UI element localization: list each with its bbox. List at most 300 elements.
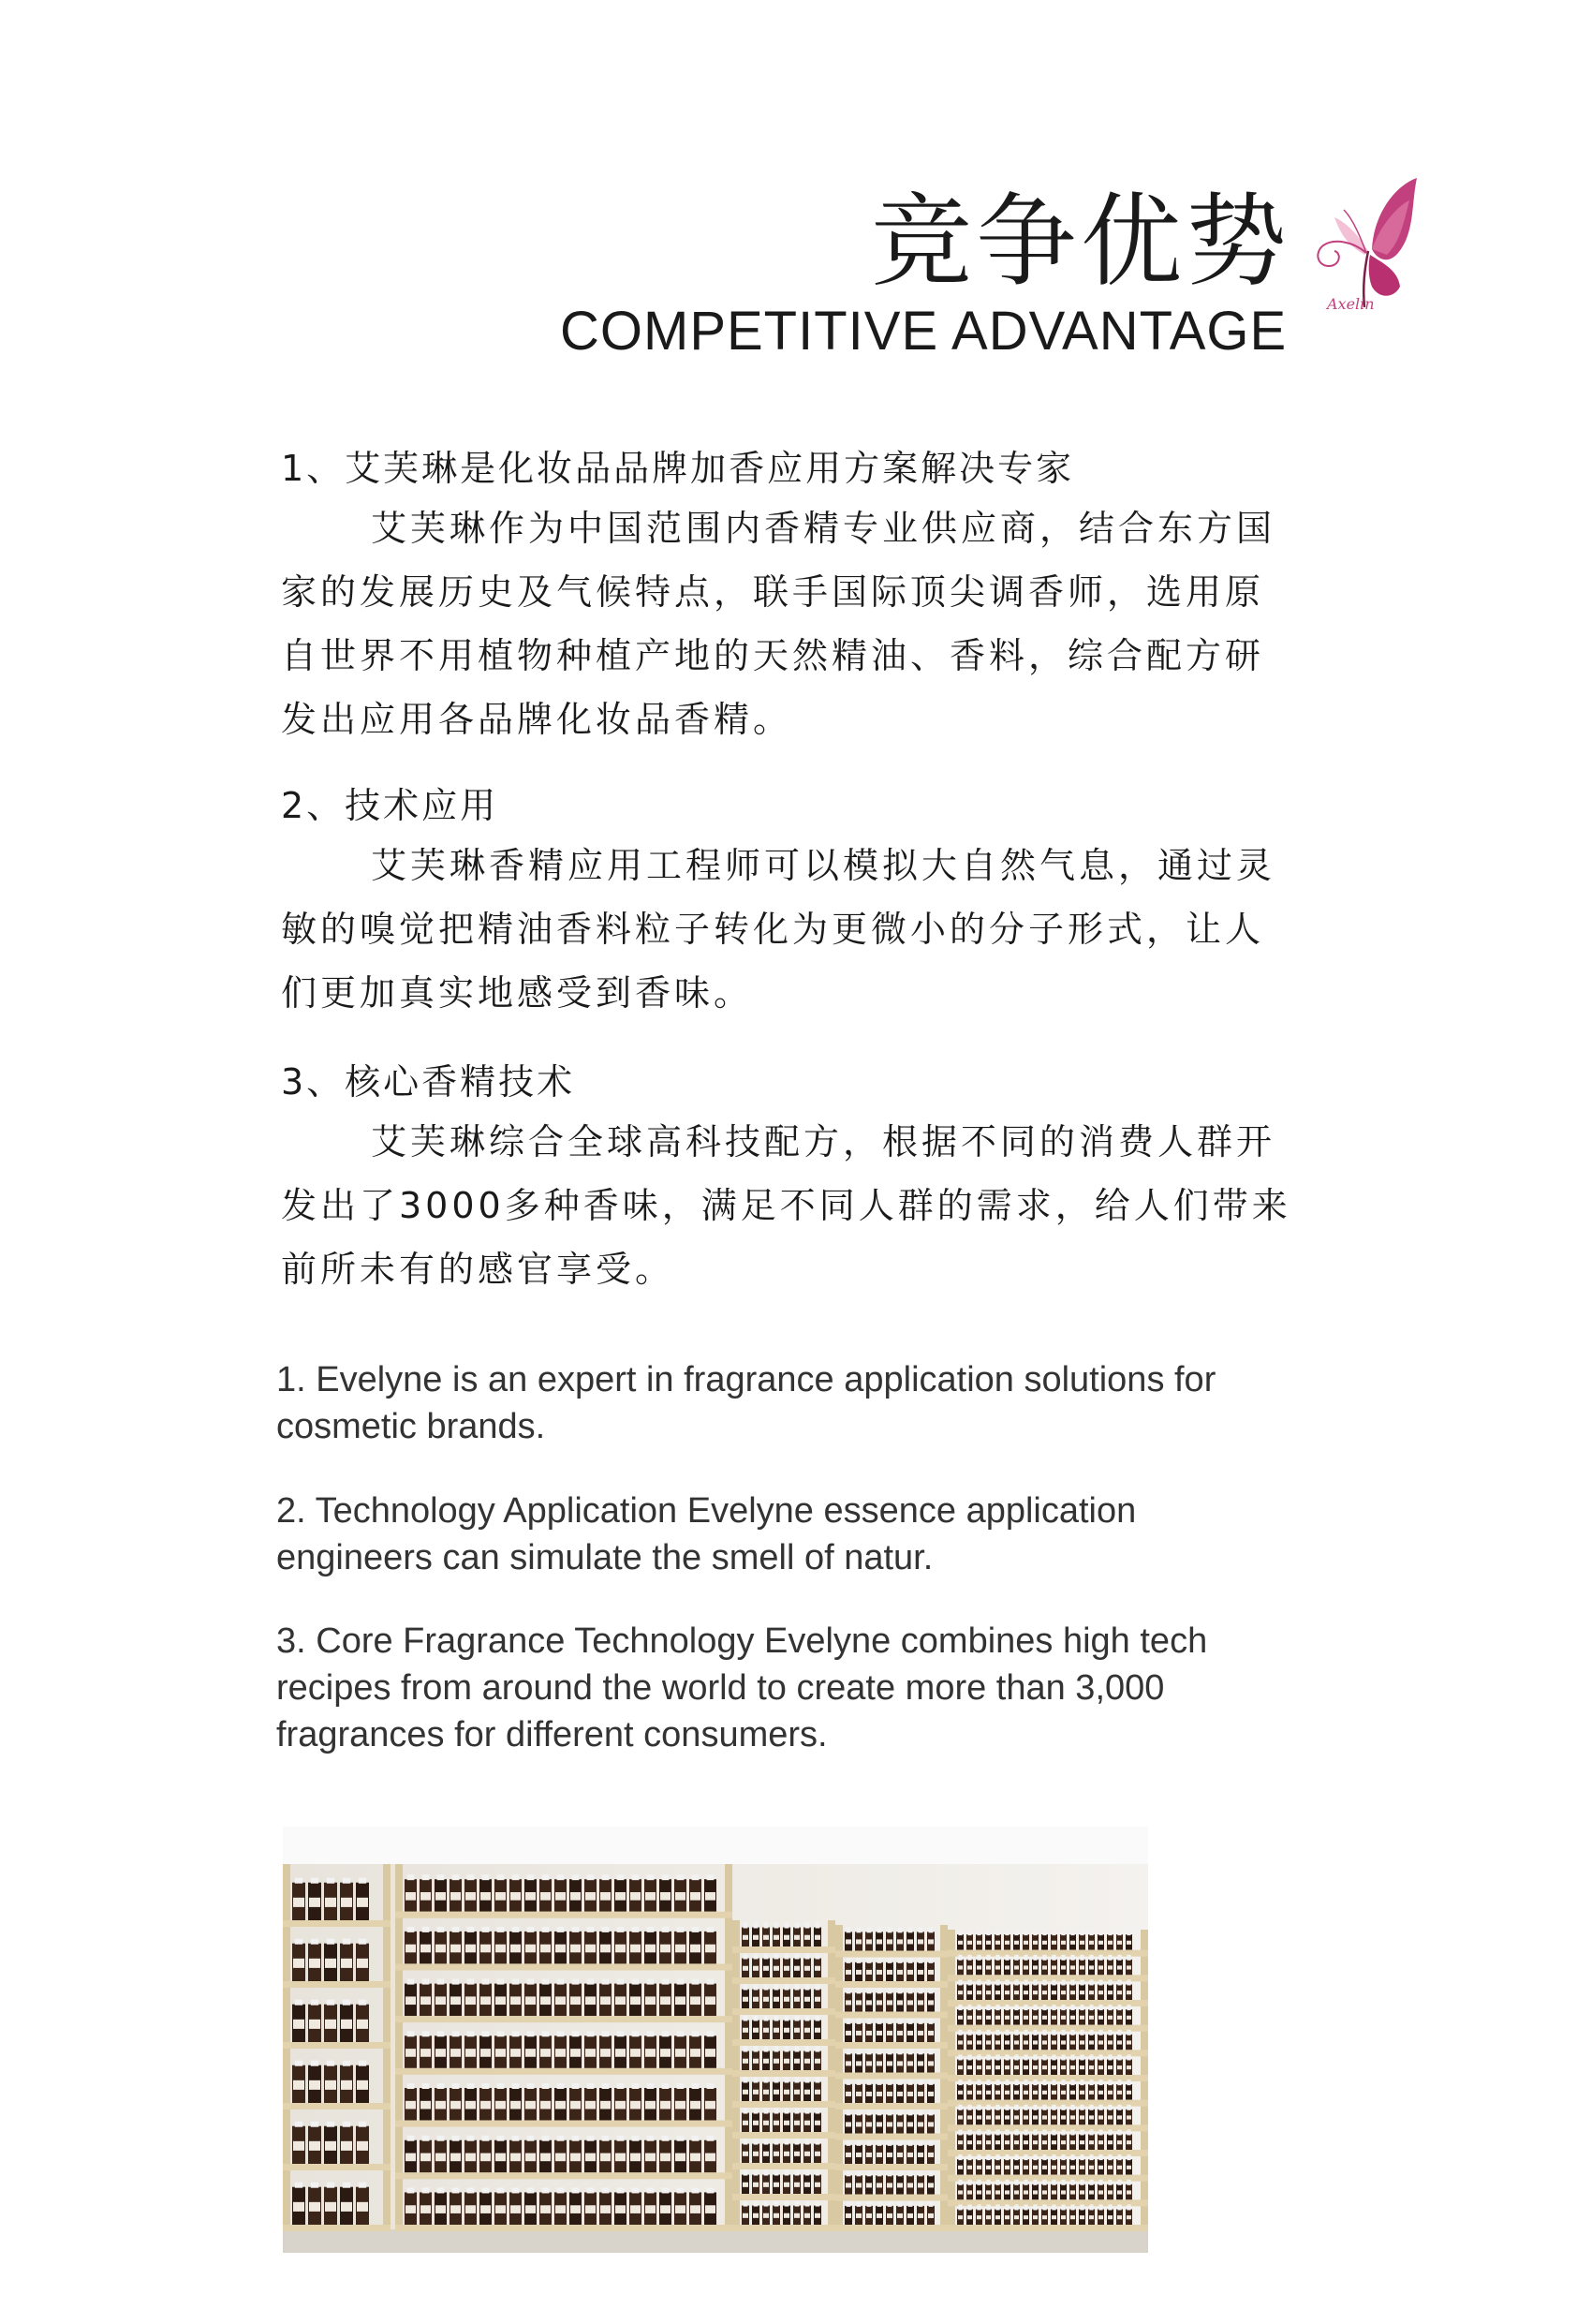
bottle-cap [958,1979,962,1985]
bottle-label [645,2049,656,2057]
bottle-cap [1080,2030,1083,2035]
bottle-label [958,2190,963,2194]
bottle-label [1108,1965,1113,1969]
bottle-label [877,2153,882,2157]
bottle-cap [677,2187,685,2193]
bottle-label [753,2121,759,2125]
bottle-cap [1014,2180,1018,2185]
bottle-label [743,2213,748,2218]
bottle-cap [1080,2129,1083,2135]
bottle-label [1014,1941,1019,1945]
bottle-label [1089,2091,1094,2095]
bottle-cap [1089,2180,1093,2185]
bottle-cap [1024,1979,1027,1985]
bottle-label [1024,1941,1028,1945]
bottle-label [480,2049,491,2057]
bottle-cap [1052,1955,1055,1961]
bottle-cap [795,2139,800,2145]
bottle-cap [898,2109,903,2115]
bottle-label [1070,2115,1075,2119]
bottle-label [784,2152,789,2156]
bottle-label [405,2049,416,2057]
bottle-cap [602,2187,610,2193]
bottle-label [907,2122,913,2126]
bottle-label [794,2213,800,2218]
bottle-cap [898,1958,903,1963]
bottle-label [887,1970,892,1975]
shelf-board [283,2042,391,2049]
bottle-label [794,2152,800,2156]
bottle-cap [867,2170,872,2176]
bottle-label [435,1996,446,2005]
bottle-cap [512,2031,520,2036]
bottle-cap [795,2201,800,2207]
bottle-cap [877,2080,882,2085]
bottle-label [977,2040,981,2044]
bottle-cap [816,2078,820,2083]
bottle-label [1127,1991,1131,1994]
bottle-cap [1117,2105,1121,2110]
bottle-label [585,1996,596,2005]
bottle-cap [647,1979,655,1985]
bottle-label [958,2215,963,2219]
bottle-cap [867,1927,872,1932]
bottle-label [510,2154,521,2162]
bottle-label [570,1945,581,1953]
bottle-label [585,2101,596,2109]
bottle-cap [482,1979,490,1985]
bottle-cap [707,2136,715,2141]
bottle-label [690,2154,700,2162]
bottle-cap [888,2049,892,2054]
bottle-cap [908,2140,913,2146]
bottle-cap [1042,1955,1046,1961]
bottle-label [1080,2166,1084,2169]
bottle-cap [1061,2080,1065,2085]
bottle-label [600,1996,611,2005]
bottle-label [615,1892,626,1901]
shelf-board [283,1920,391,1927]
bottle-cap [1005,1979,1009,1985]
bottle-cap [647,2083,655,2089]
bottle-label [1117,2190,1122,2194]
bottle-cap [557,2136,565,2141]
bottle-label [977,2091,981,2095]
bottle-label [450,1945,461,1953]
bottle-cap [1070,2080,1074,2085]
bottle-cap [407,2187,415,2193]
bottle-cap [512,1927,520,1932]
bottle-cap [908,2201,913,2207]
bottle-label [570,1996,581,2005]
bottle-label [1024,2091,1028,2095]
bottle-cap [1033,2180,1037,2185]
bottle-cap [1080,2204,1083,2210]
bottle-cap [437,1874,445,1880]
bottle-label [1005,2215,1010,2219]
bottle-cap [754,2078,759,2083]
bottle-label [1080,2215,1084,2219]
bottle-cap [527,1979,535,1985]
bottle-cap [867,2140,872,2146]
bottle-label [570,2101,581,2109]
bottle-label [958,2140,963,2144]
bottle-cap [1070,2105,1074,2110]
bottle-label [675,2205,685,2213]
bottle-label [1033,1965,1038,1969]
shelf-board [732,2008,835,2015]
section-2-heading: 2、技术应用 [281,785,499,826]
bottle-label [877,2092,882,2096]
bottle-cap [295,2000,302,2006]
bottle-label [600,2205,611,2213]
bottle-cap [785,2016,789,2021]
bottle-cap [327,2183,334,2188]
bottle-label [420,2049,431,2057]
bottle-label [995,2040,1000,2044]
bottle-label [1061,2166,1066,2169]
bottle-label [645,1945,656,1953]
bottle-cap [647,2031,655,2036]
bottle-cap [692,1874,700,1880]
bottle-cap [632,1927,640,1932]
bottle-cap [1108,2204,1112,2210]
bottle-label [986,2140,991,2144]
bottle-label [480,2205,491,2213]
bottle-label [309,2202,320,2212]
bottle-label [660,2101,671,2109]
bottle-cap [847,1927,851,1932]
bottle-label [450,2154,461,2162]
bottle-label [660,2154,671,2162]
bottle-label [1033,2040,1038,2044]
bottle-cap [1127,2080,1130,2085]
bottle-label [846,2213,851,2218]
bottle-cap [1014,2054,1018,2060]
bottle-label [570,2049,581,2057]
bottle-cap [542,2031,550,2036]
bottle-cap [452,2083,460,2089]
bottle-label [784,2090,789,2095]
bottle-cap [857,2170,862,2176]
bottle-label [480,1945,491,1953]
bottle-cap [744,2016,748,2021]
bottle-cap [1052,2030,1055,2035]
bottle-cap [754,1923,759,1929]
bottle-label [525,2101,536,2109]
bottle-cap [1098,2204,1102,2210]
bottle-cap [967,1979,971,1985]
bottle-label [928,1939,934,1944]
bottle-cap [908,2109,913,2115]
bottle-cap [816,1954,820,1960]
section-3-zh [281,1054,1302,1301]
bottle-cap [795,1985,800,1991]
bottle-label [1033,2190,1038,2194]
bottle-cap [692,2083,700,2089]
bottle-cap [888,2080,892,2085]
section-2-body: 艾芙琳香精应用工程师可以模拟大自然气息，通过灵敏的嗅觉把精油香料粒子转化为更微小的分子形式，让人们更加真实地感受到香味。 [281,845,1276,1014]
bottle-label [794,1935,800,1940]
bottle-cap [908,2170,913,2176]
bottle-label [1042,1941,1047,1945]
bottle-label [1033,2016,1038,2020]
bottle-cap [785,1985,789,1991]
bottle-cap [764,1954,769,1960]
bottle-label [1108,2190,1113,2194]
bottle-cap [986,2005,990,2010]
bottle-cap [1070,2005,1074,2010]
bottle-label [928,2000,934,2005]
bottle-label [1089,2166,1094,2169]
bottle-label [907,2183,913,2187]
bottle-label [763,1935,769,1940]
bottle-label [630,1945,641,1953]
bottle-label [856,2122,862,2126]
bottle-cap [929,1988,934,1993]
bottle-cap [1024,1955,1027,1961]
bottle-cap [847,2109,851,2115]
bottle-cap [343,1878,350,1884]
bottle-cap [1089,1955,1093,1961]
bottle-label [1052,2016,1056,2020]
section-2-zh [281,777,1302,1025]
bottle-cap [785,1923,789,1929]
bottle-cap [919,2080,923,2085]
bottle-label [309,1898,320,1907]
bottle-cap [877,2109,882,2115]
bottle-label [753,2183,759,2187]
bottle-cap [986,2054,990,2060]
bottle-label [1024,2040,1028,2044]
bottle-cap [422,2136,430,2141]
bottle-label [495,2049,506,2057]
shelf-board [948,2225,1148,2231]
bottle-cap [692,1979,700,1985]
shelf-board [395,1963,732,1970]
bottle-label [645,2205,656,2213]
bottle-cap [774,2016,779,2021]
bottle-cap [1127,1979,1130,1985]
bottle-label [1052,2166,1056,2169]
bottle-label [794,2121,800,2125]
bottle-label [907,2092,913,2096]
bottle-cap [1098,1955,1102,1961]
bottle-label [525,2154,536,2162]
bottle-label [465,2154,476,2162]
bottle-label [977,2140,981,2144]
bottle-cap [764,1985,769,1991]
bottle-cap [1061,1930,1065,1935]
bottle-label [1117,2140,1122,2144]
bottle-cap [572,2031,580,2036]
bottle-label [1042,2190,1047,2194]
bottle-label [1127,2065,1131,2069]
bottle-cap [327,1939,334,1945]
bottle-label [1005,2091,1010,2095]
shelf-board [732,2070,835,2077]
bottle-cap [1024,2129,1027,2135]
bottle-cap [1108,2005,1112,2010]
bottle-label [1080,2115,1084,2119]
bottle-cap [774,2078,779,2083]
bottle-label [1108,2065,1113,2069]
bottle-cap [647,2136,655,2141]
bottle-cap [977,2080,980,2085]
bottle-label [630,2205,641,2213]
bottle-label [918,2122,923,2126]
bottle-cap [632,2136,640,2141]
bottle-cap [1061,1979,1065,1985]
bottle-cap [295,2061,302,2066]
bottle-label [918,1939,923,1944]
shelf-board [283,2103,391,2109]
bottle-label [1098,1965,1103,1969]
bottle-cap [995,1955,999,1961]
shelf-board [835,2042,948,2049]
bottle-cap [1127,2180,1130,2185]
bottle-cap [602,1874,610,1880]
bottle-label [1117,2091,1122,2095]
bottle-cap [587,2187,595,2193]
bottle-label [675,1996,685,2005]
bottle-cap [572,1979,580,1985]
bottle-label [465,2205,476,2213]
bottle-label [325,2080,336,2090]
bottle-cap [744,1923,748,1929]
bottle-label [341,1959,352,1968]
bottle-cap [311,1878,318,1884]
bottle-cap [311,2061,318,2066]
bottle-label [774,2152,779,2156]
bottle-label [977,2016,981,2020]
bottle-label [907,1939,913,1944]
bottle-label [405,2205,416,2213]
bottle-cap [617,1874,625,1880]
bottle-cap [967,2054,971,2060]
shelf-board [835,1981,948,1988]
bottle-label [1089,2040,1094,2044]
bottle-cap [919,2109,923,2115]
bottle-cap [1024,2154,1027,2160]
bottle-cap [857,1958,862,1963]
bottle-label [815,1997,820,2002]
bottle-cap [467,2187,475,2193]
bottle-cap [311,2122,318,2127]
bottle-cap [774,1985,779,1991]
bottle-label [1089,2215,1094,2219]
bottle-cap [744,2139,748,2145]
bottle-cap [707,2187,715,2193]
bottle-cap [744,1954,748,1960]
bottle-label [309,1959,320,1968]
bottle-cap [497,1874,505,1880]
bottle-cap [958,2080,962,2085]
bottle-label [804,1966,810,1971]
bottle-cap [1052,2204,1055,2210]
bottle-label [846,2000,851,2005]
english-paragraph-3: 3. Core Fragrance Technology Evelyne combines high tech recipes from around the world to create more than 3,000 fragrances for different consumers. [276,1621,1208,1754]
bottle-label [341,2141,352,2151]
bottle-label [877,1939,882,1944]
bottle-label [630,2101,641,2109]
bottle-label [856,2031,862,2035]
bottle-cap [764,2109,769,2114]
bottle-cap [1014,1930,1018,1935]
bottle-cap [929,2201,934,2207]
bottle-cap [1005,2005,1009,2010]
bottle-label [645,1892,656,1901]
bottle-label [1061,2115,1066,2119]
bottle-cap [1117,2080,1121,2085]
bottle-label [794,2028,800,2033]
bottle-cap [764,1923,769,1929]
bottle-cap [908,1988,913,1993]
bottle-cap [919,1958,923,1963]
bottle-cap [1108,2180,1112,2185]
bottle-label [774,1997,779,2002]
bottle-label [815,2028,820,2033]
bottle-cap [662,2136,670,2141]
bottle-cap [847,2080,851,2085]
shelf-board [395,2068,732,2075]
bottle-label [763,2213,769,2218]
bottle-label [958,2040,963,2044]
bottle-cap [1061,2005,1065,2010]
bottle-cap [1117,1979,1121,1985]
bottle-label [1052,2115,1056,2119]
bottle-label [1108,2115,1113,2119]
bottle-label [897,2031,903,2035]
bottle-cap [847,1988,851,1993]
bottle-label [540,2101,551,2109]
bottle-cap [632,2083,640,2089]
bottle-label [846,2031,851,2035]
bottle-cap [967,2005,971,2010]
bottle-cap [867,2201,872,2207]
bottle-label [405,2101,416,2109]
bottle-label [1042,2040,1047,2044]
bottle-label [1070,2140,1075,2144]
bottle-cap [512,2136,520,2141]
bottle-label [1033,1941,1038,1945]
bottle-label [977,1991,981,1994]
bottle-cap [422,1979,430,1985]
bottle-cap [958,2005,962,2010]
bottle-cap [1089,2054,1093,2060]
bottle-label [995,2115,1000,2119]
bottle-cap [1014,1979,1018,1985]
bottle-cap [647,2187,655,2193]
bottle-cap [437,1927,445,1932]
bottle-label [1089,2016,1094,2020]
bottle-label [866,2122,872,2126]
bottle-label [293,1898,304,1907]
bottle-cap [311,2000,318,2006]
bottle-label [928,1970,934,1975]
bottle-cap [1024,2030,1027,2035]
bottle-label [753,2213,759,2218]
bottle-label [958,2065,963,2069]
bottle-cap [1014,2005,1018,2010]
bottle-label [958,2166,963,2169]
bottle-label [753,1935,759,1940]
bottle-cap [1061,2129,1065,2135]
bottle-cap [1098,1930,1102,1935]
bottle-label [928,2183,934,2187]
bottle-label [804,2183,810,2187]
bottle-label [846,1970,851,1975]
